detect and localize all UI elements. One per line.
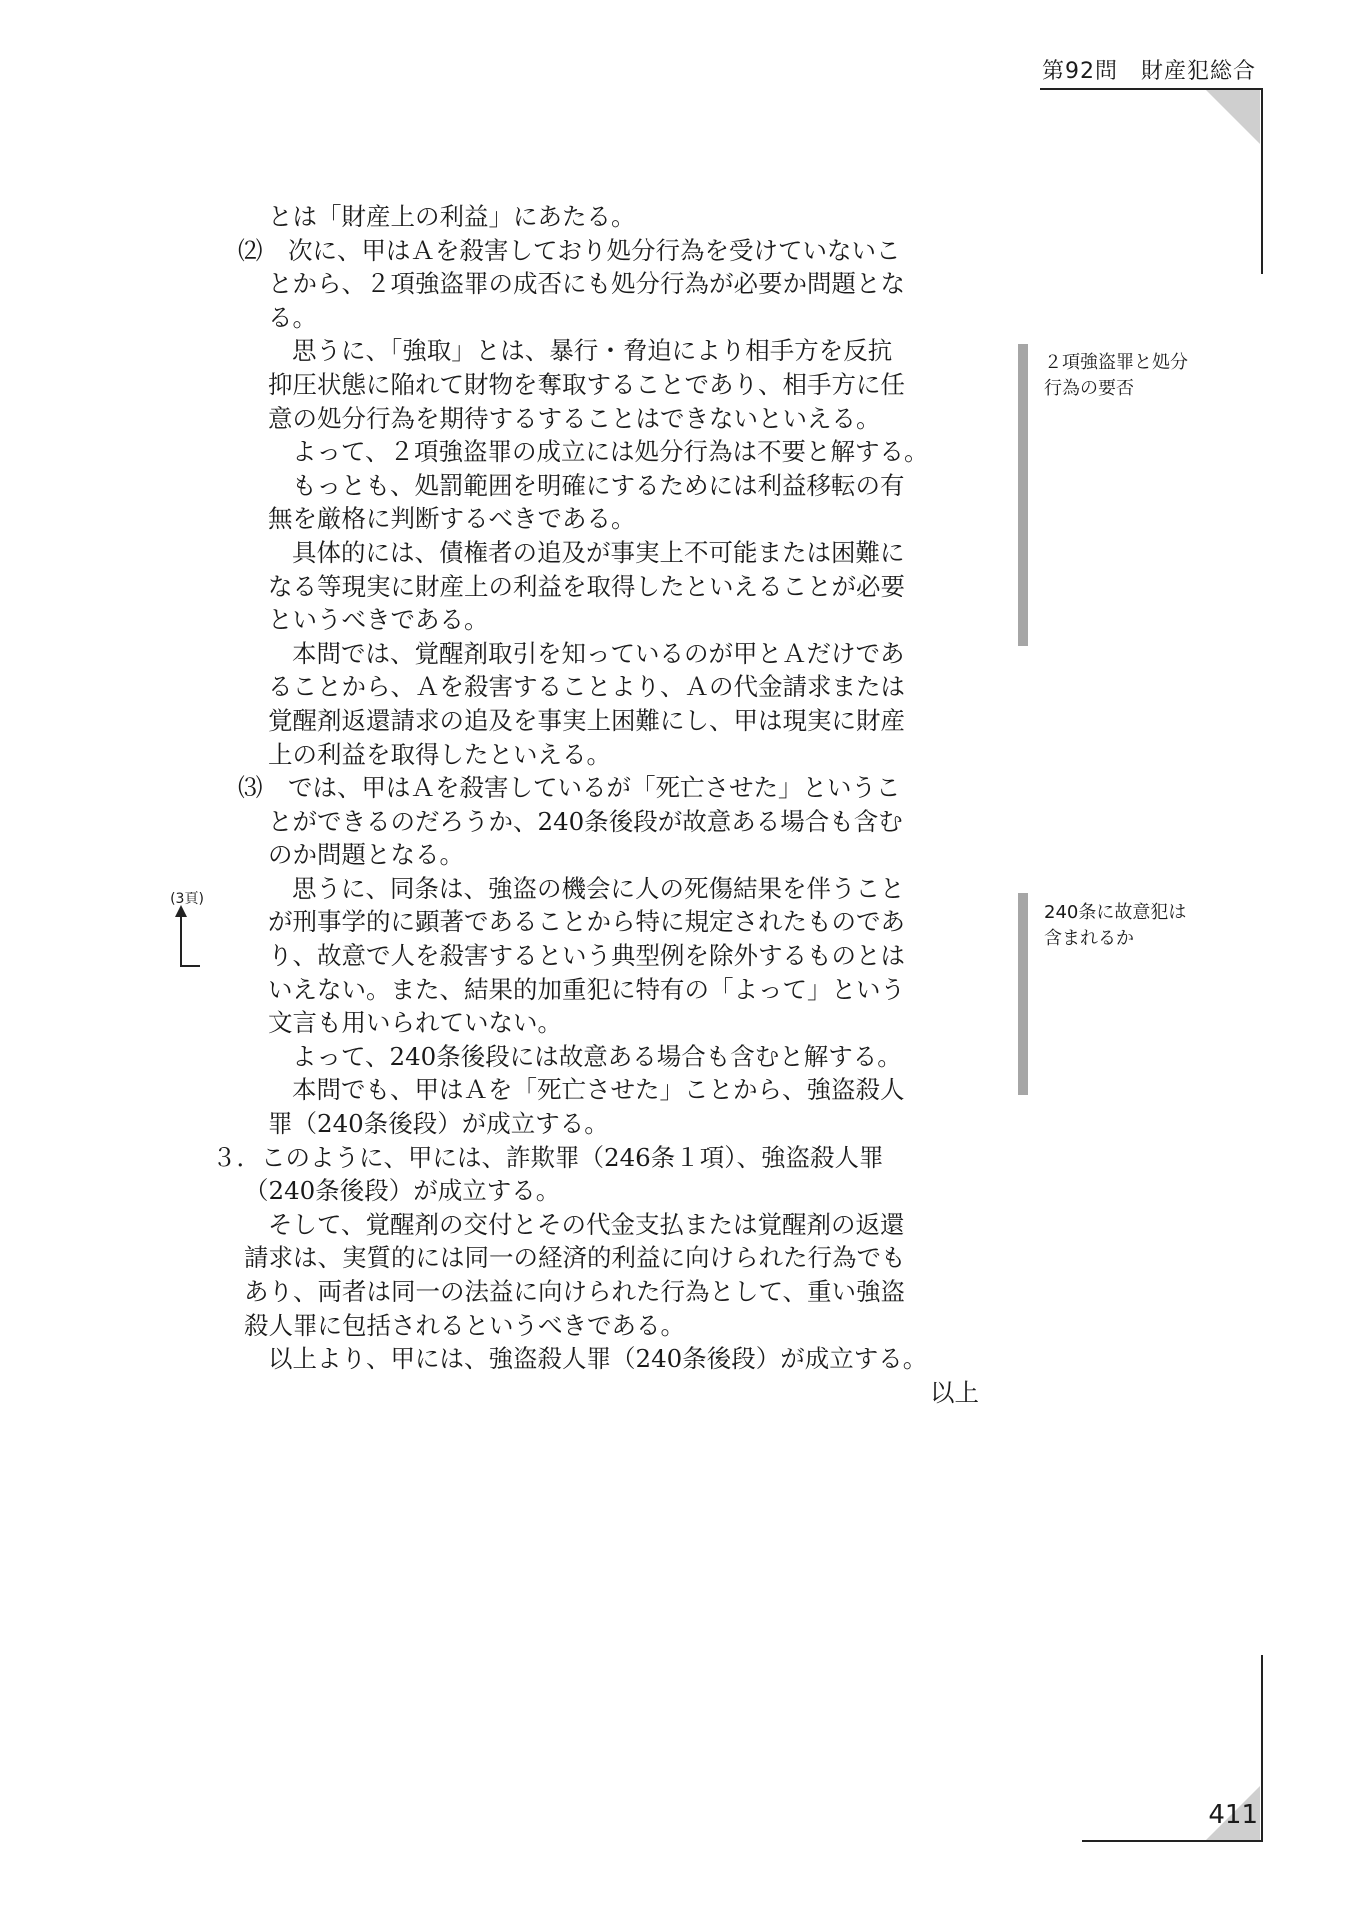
text-line: というべきである。 [268, 605, 489, 635]
header-title: 第92問 財産犯総合 [1042, 59, 1256, 84]
text-line: 意の処分行為を期待するすることはできないといえる。 [268, 403, 881, 433]
footer-rule [1082, 1840, 1263, 1842]
text-line: 以上より、甲には、強盗殺人罪（240条後段）が成立する。 [268, 1344, 928, 1374]
text-line: なる等現実に財産上の利益を取得したといえることが必要 [268, 571, 905, 601]
bottom-margin-line [1261, 1655, 1263, 1840]
closing-mark: 以上 [930, 1377, 979, 1407]
text-line: 上の利益を取得したといえる。 [268, 739, 611, 769]
text-line: ⑵ 次に、甲はＡを殺害しており処分行為を受けていないこ [0, 234, 1350, 268]
text-line: 無を厳格に判断するべきである。 [268, 504, 636, 534]
text-line: いえない。また、結果的加重犯に特有の「よって」という [268, 974, 905, 1004]
text-line: 具体的には、債権者の追及が事実上不可能または困難に [292, 537, 905, 567]
corner-triangle-top [1206, 90, 1260, 144]
text-line: 請求は、実質的には同一の経済的利益に向けられた行為でも [244, 1243, 906, 1273]
text-line: とから、２項強盗罪の成否にも処分行為が必要か問題とな [268, 269, 905, 299]
text-line: （240条後段）が成立する。 [244, 1176, 561, 1206]
text-line: る。 [268, 302, 317, 332]
text-line: のか問題となる。 [268, 840, 464, 870]
text-line: そして、覚醒剤の交付とその代金支払または覚醒剤の返還 [268, 1209, 905, 1239]
text-line: よって、２項強盗罪の成立には処分行為は不要と解する。 [292, 437, 929, 467]
margin-reference: (3頁) [170, 891, 204, 907]
text-line: 思うに、同条は、強盗の機会に人の死傷結果を伴うこと [292, 873, 905, 903]
text-line: ることから、Ａを殺害することより、Ａの代金請求または [268, 672, 905, 702]
text-line: とができるのだろうか、240条後段が故意ある場合も含む [268, 806, 903, 836]
text-line: 罪（240条後段）が成立する。 [268, 1109, 609, 1139]
text-line: ⑶ では、甲はＡを殺害しているが「死亡させた」というこ [0, 771, 1350, 805]
text-line: り、故意で人を殺害するという典型例を除外するものとは [268, 941, 905, 971]
text-line: が刑事学的に顕著であることから特に規定されたものであ [268, 907, 905, 937]
text-line: ３．このように、甲には、詐欺罪（246条１項）、強盗殺人罪 [212, 1142, 884, 1172]
item-number: ⑵ [238, 235, 263, 265]
text-line: よって、240条後段には故意ある場合も含むと解する。 [292, 1041, 902, 1071]
text-line: 本問でも、甲はＡを「死亡させた」ことから、強盗殺人 [292, 1075, 905, 1105]
text-line: もっとも、処罰範囲を明確にするためには利益移転の有 [292, 470, 905, 500]
text-line: 抑圧状態に陥れて財物を奪取することであり、相手方に任 [268, 369, 905, 399]
answer-body [0, 200, 1350, 1409]
text-line: とは「財産上の利益」にあたる。 [268, 202, 636, 231]
text-line: 本問では、覚醒剤取引を知っているのが甲とＡだけであ [292, 638, 905, 668]
text-line: 文言も用いられていない。 [268, 1008, 562, 1038]
text-line: 覚醒剤返還請求の追及を事実上困難にし、甲は現実に財産 [268, 705, 905, 735]
page-number: 411 [1208, 1800, 1258, 1830]
side-note-2: 240条に故意犯は 含まれるか [1044, 902, 1187, 949]
text-line: 殺人罪に包括されるというべきである。 [244, 1310, 685, 1340]
side-note-1: ２項強盗罪と処分 行為の要否 [1044, 352, 1188, 399]
text-line: あり、両者は同一の法益に向けられた行為として、重い強盗 [244, 1277, 906, 1306]
text-line: 思うに、「強取」とは、暴行・脅迫により相手方を反抗 [292, 336, 893, 366]
item-number: ⑶ [238, 773, 263, 803]
